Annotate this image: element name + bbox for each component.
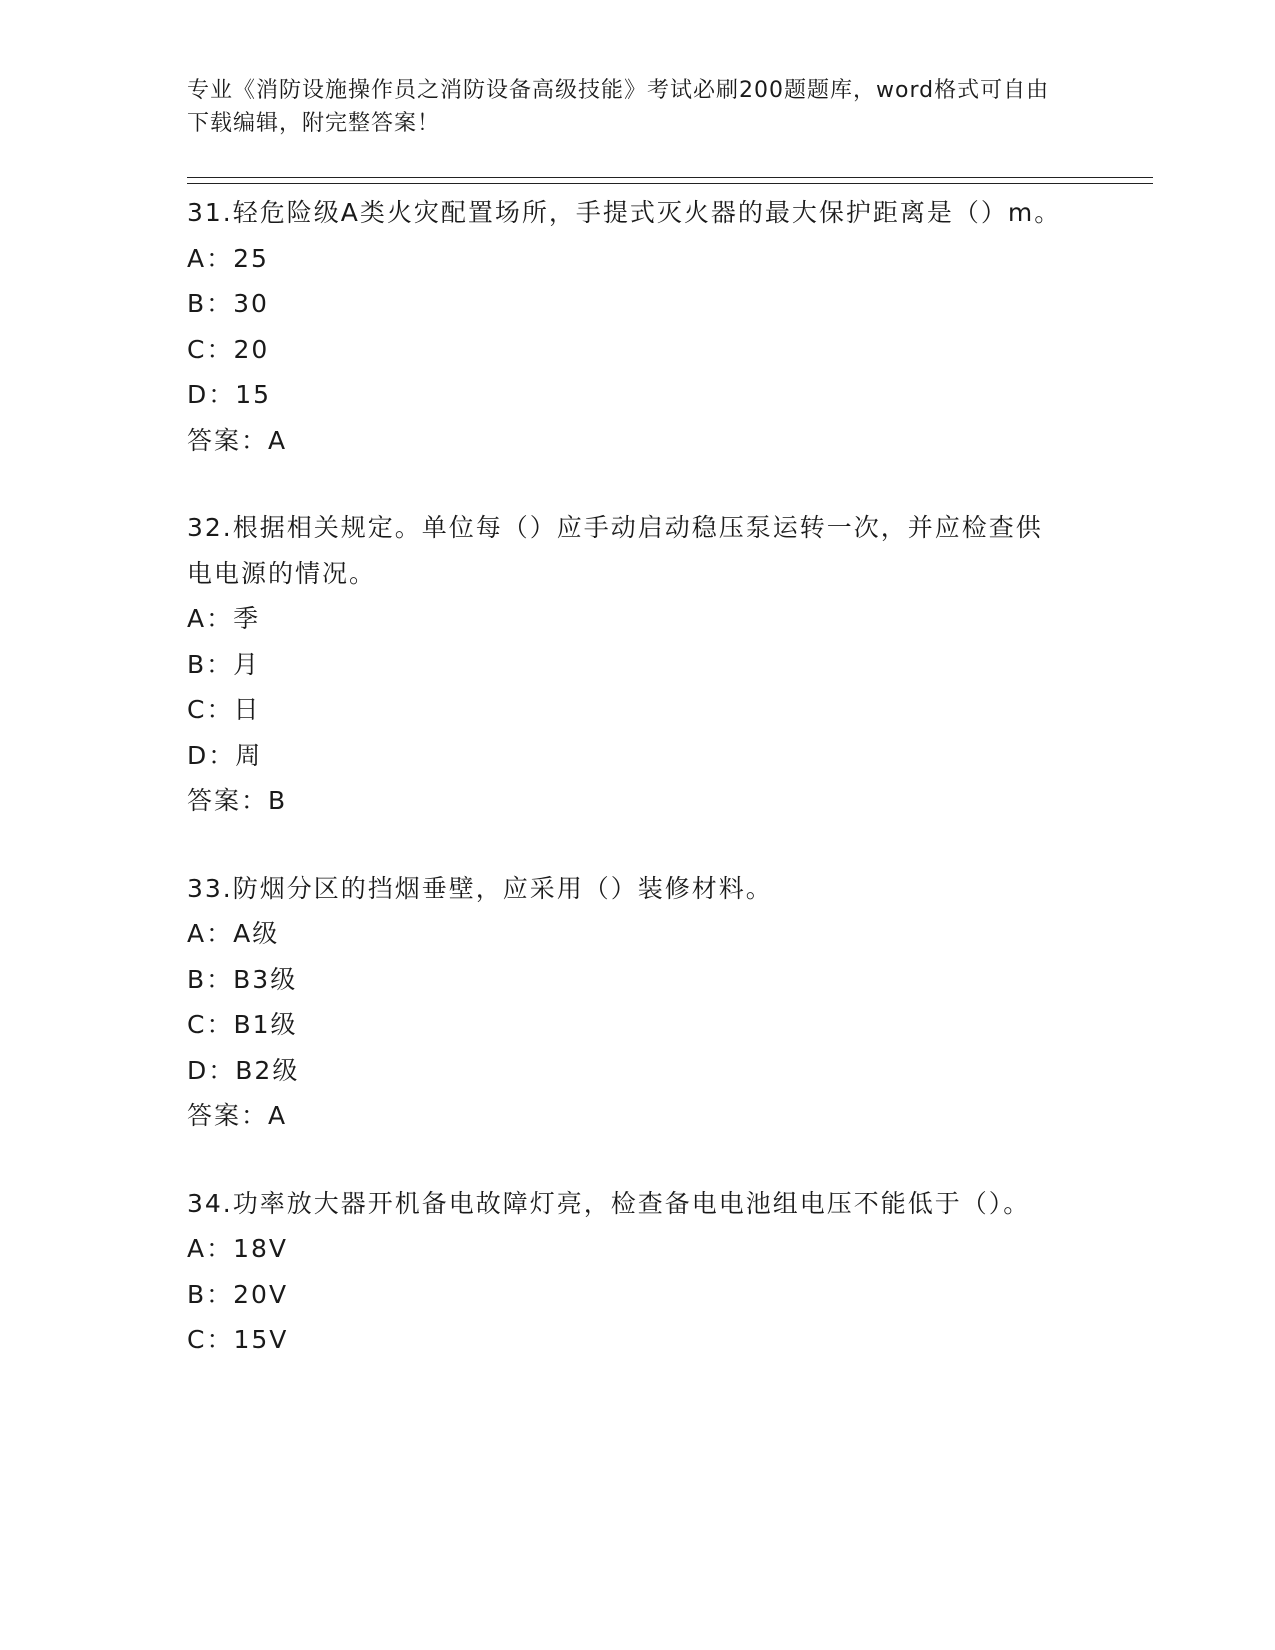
option-text: 季	[233, 604, 261, 633]
option-letter: C：	[187, 1325, 234, 1354]
option-a	[187, 1226, 1087, 1272]
answer-line: 答案：A	[187, 1101, 288, 1130]
option-c	[187, 1317, 1087, 1363]
option-text: 15	[235, 380, 272, 409]
option-text: B1级	[233, 1010, 298, 1039]
option-text: 15V	[233, 1325, 289, 1354]
question-list	[187, 190, 1087, 1405]
question-34	[187, 1181, 1087, 1363]
option-letter: B：	[187, 289, 234, 318]
option-d	[187, 372, 1087, 418]
option-text: 20V	[233, 1279, 289, 1309]
option-letter: A：	[187, 604, 234, 633]
question-32	[187, 505, 1087, 824]
option-b	[187, 642, 1087, 688]
option-c	[187, 687, 1087, 733]
option-text: 18V	[233, 1234, 289, 1263]
option-text: 30	[233, 289, 269, 318]
answer-line: 答案：A	[187, 425, 288, 455]
document-header: 专业《消防设施操作员之消防设备高级技能》考试必刷200题题库，word格式可自由下载编辑，附完整答案！	[187, 78, 1050, 136]
option-d	[187, 1048, 1087, 1094]
option-c	[187, 1002, 1087, 1048]
option-a	[187, 596, 1087, 642]
question-stem: 34.功率放大器开机备电故障灯亮，检查备电电池组电压不能低于（）。	[187, 1188, 1031, 1218]
option-letter: D：	[187, 1055, 236, 1085]
option-letter: C：	[187, 695, 234, 724]
option-b	[187, 281, 1087, 327]
option-d	[187, 733, 1087, 779]
option-text: 25	[233, 243, 269, 273]
option-text: B2级	[235, 1055, 300, 1085]
option-letter: B：	[187, 649, 234, 679]
answer-line: 答案：B	[187, 786, 288, 815]
header-rule-top	[187, 177, 1153, 178]
option-c	[187, 327, 1087, 373]
option-text: 20	[233, 334, 270, 364]
option-a	[187, 236, 1087, 282]
option-letter: B：	[187, 1279, 234, 1309]
option-b	[187, 957, 1087, 1003]
question-33	[187, 866, 1087, 1139]
option-letter: A：	[187, 1234, 234, 1263]
question-31	[187, 190, 1087, 463]
question-stem: 32.根据相关规定。单位每（）应手动启动稳压泵运转一次，并应检查供电电源的情况。	[187, 513, 1043, 588]
option-text: 日	[233, 695, 261, 724]
option-text: 周	[235, 740, 263, 770]
option-text: B3级	[233, 964, 298, 994]
question-stem: 33.防烟分区的挡烟垂壁，应采用（）装修材料。	[187, 873, 773, 903]
header-rule-bottom	[187, 183, 1153, 184]
option-letter: D：	[187, 380, 236, 409]
option-a	[187, 911, 1087, 957]
option-text: A级	[233, 919, 280, 948]
option-letter: B：	[187, 964, 234, 994]
question-stem: 31.轻危险级A类火灾配置场所，手提式灭火器的最大保护距离是（）m。	[187, 198, 1062, 227]
option-letter: C：	[187, 1010, 234, 1039]
option-letter: C：	[187, 334, 234, 364]
option-text: 月	[233, 649, 261, 679]
option-letter: A：	[187, 919, 234, 948]
option-letter: D：	[187, 740, 236, 770]
option-letter: A：	[187, 243, 234, 273]
option-b	[187, 1272, 1087, 1318]
